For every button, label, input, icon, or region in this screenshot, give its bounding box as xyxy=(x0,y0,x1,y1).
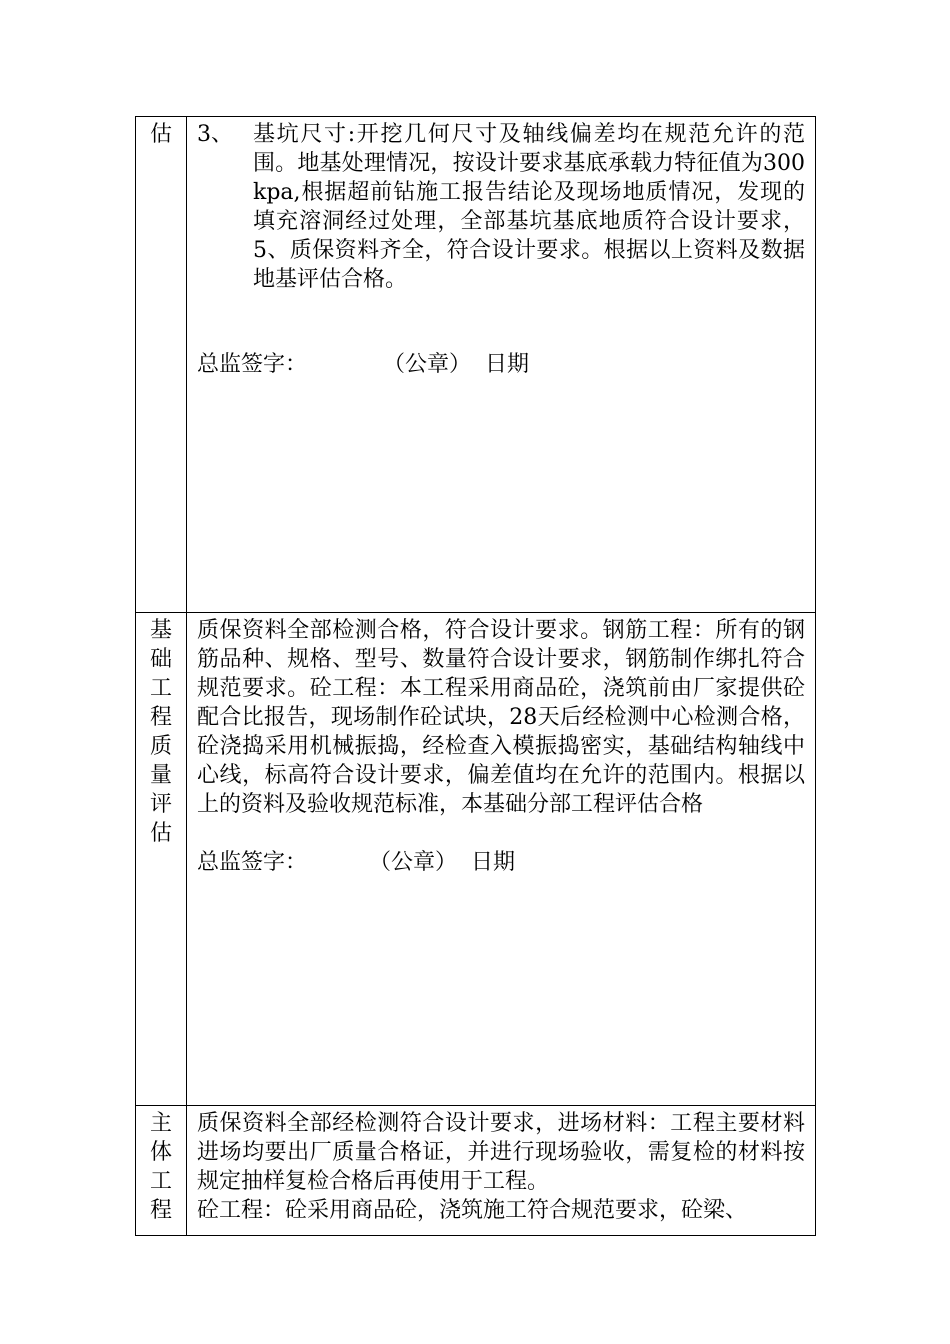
row-label: 估 xyxy=(149,122,172,147)
signature-label: 总监签字： xyxy=(197,850,308,875)
row-content-cell xyxy=(187,613,816,1106)
evaluation-text-continued: 砼工程：砼采用商品砼，浇筑施工符合规范要求，砼梁、 xyxy=(197,1198,748,1223)
seal-label: （公章） xyxy=(369,850,458,875)
table-row-main-structure xyxy=(136,1106,816,1236)
signature-label: 总监签字： xyxy=(197,352,308,377)
date-label: 日期 xyxy=(485,352,530,377)
numbered-item xyxy=(197,120,805,294)
item-text: 基坑尺寸:开挖几何尺寸及轴线偏差均在规范允许的范围。地基处理情况，按设计要求基底承载力特征值为300kpa,根据超前钻施工报告结论及现场地质情况，发现的填充溶洞经过处理，全部基坑基底地质符合设计要求，5、质保资料齐全，符合设计要求。根据以上资料及数据地基评估合格。 xyxy=(253,122,805,292)
row-label: 主体工程 xyxy=(149,1111,172,1223)
row-label-cell xyxy=(136,1106,187,1236)
table-row-foundation-quality xyxy=(136,613,816,1106)
row-content-cell xyxy=(187,1106,816,1236)
date-label: 日期 xyxy=(471,850,516,875)
evaluation-text: 质保资料全部经检测符合设计要求，进场材料：工程主要材料进场均要出厂质量合格证，并进行现场验收，需复检的材料按规定抽样复检合格后再使用于工程。 xyxy=(197,1111,805,1194)
row-content-cell xyxy=(187,117,816,613)
seal-label: （公章） xyxy=(383,352,472,377)
signature-line xyxy=(197,350,805,379)
row-label-cell xyxy=(136,117,187,613)
row-label-cell xyxy=(136,613,187,1106)
row-label: 基础工程质量评估 xyxy=(149,618,172,846)
item-number: 3、 xyxy=(197,122,233,147)
table-row-foundation-evaluation xyxy=(136,117,816,613)
evaluation-table xyxy=(135,116,816,1236)
evaluation-text: 质保资料全部检测合格，符合设计要求。钢筋工程：所有的钢筋品种、规格、型号、数量符合设计要求，钢筋制作绑扎符合规范要求。砼工程：本工程采用商品砼，浇筑前由厂家提供砼配合比报告，现场制作砼试块，28天后经检测中心检测合格，砼浇捣采用机械振捣，经检查入模振捣密实，基础结构轴线中心线，标高符合设计要求，偏差值均在允许的范围内。根据以上的资料及验收规范标准，本基础分部工程评估合格 xyxy=(197,618,805,817)
signature-line xyxy=(197,848,805,877)
